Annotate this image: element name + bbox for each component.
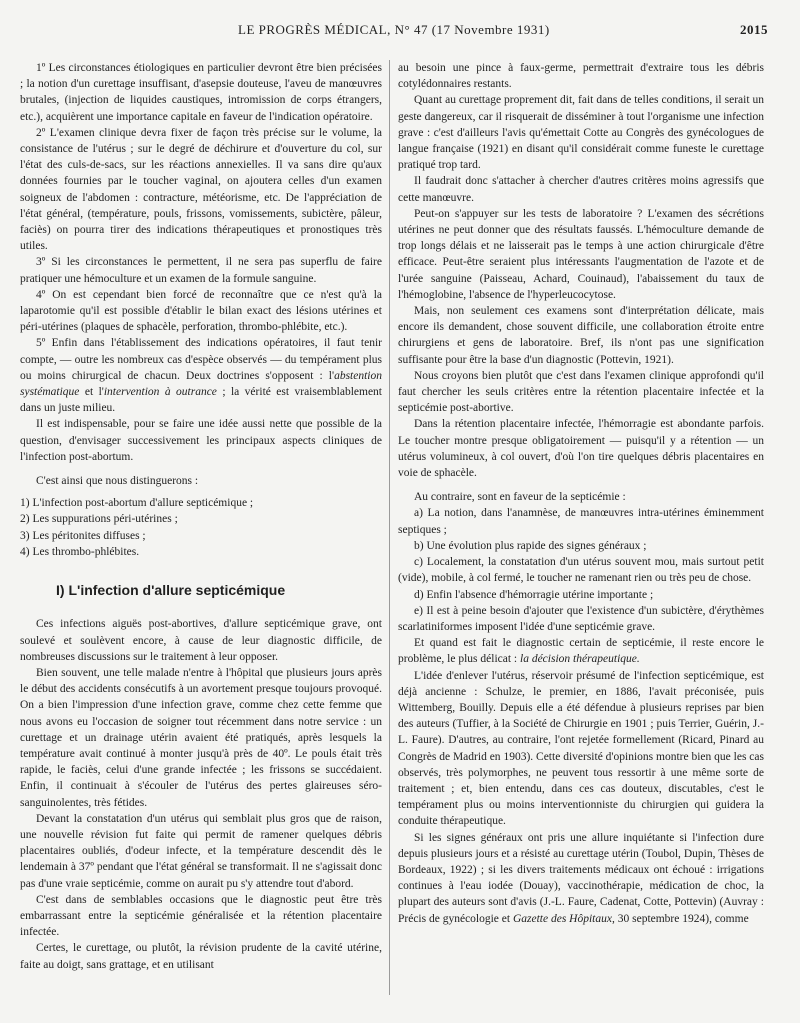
section-heading: I) L'infection d'allure septicémique xyxy=(56,582,286,599)
paragraph xyxy=(20,335,382,416)
italic-term: Gazette des Hôpitaux xyxy=(512,912,612,925)
paragraph: 2º L'examen clinique devra fixer de façon très précise sur le volume, la consistance de l'utérus ; sur le degré de déchirure et d'ouverture du col, sur l'état des culs-de-sacs, sur les réactions annexielles. Il va sans dire qu'aux données fournies par le toucher vaginal, on ajoutera celles d'un examen soigneux de l'abdomen : contracture, météorisme, etc. De l'appréciation de l'état général, (température, pouls, frissons, vomissements, subictère, pâleur, faciès) on pourra tirer des indications thérapeutiques et pronostiques très utiles. xyxy=(20,126,382,253)
running-header xyxy=(16,22,784,42)
paragraph: C'est ainsi que nous distinguerons : xyxy=(36,475,199,488)
list-item: 3) Les péritonites diffuses ; xyxy=(20,529,146,542)
italic-term: abstention systématique xyxy=(20,369,382,399)
right-column xyxy=(398,60,764,927)
paragraph: 3º Si les circonstances le permettent, il ne sera pas superflu de faire pratiquer une hémoculture et un examen de la formule sanguine. xyxy=(20,256,382,285)
paragraph: C'est dans de semblables occasions que le diagnostic peut être très embarrassant entre la septicémie généralisée et la rétention placentaire infectée. xyxy=(20,893,382,939)
classification-list xyxy=(20,495,382,560)
paragraph: Mais, non seulement ces examens sont d'interprétation délicate, mais encore ils demandent, chose souvent difficile, une collaboration étroite entre chirurgiens et gens de laboratoire. Bref, ils n'ont pas une signification suffisante pour être la base d'un diagnostic (Pottevin, 1921). xyxy=(398,305,764,366)
paragraph: Au contraire, sont en faveur de la septicémie : xyxy=(414,491,626,504)
paragraph: Ces infections aiguës post-abortives, d'allure septicémique grave, ont soulevé et soulèvent encore, à cause de leur diagnostic difficile, de nombreuses discussions sur le traitement à leur opposer. xyxy=(20,618,382,663)
text-run: et l' xyxy=(79,386,104,399)
criteria-item: d) Enfin l'absence d'hémorragie utérine importante ; xyxy=(414,588,654,601)
paragraph: Certes, le curettage, ou plutôt, la révision prudente de la cavité utérine, faite au doigt, sans grattage, et en utilisant xyxy=(20,942,382,971)
text-run: , 30 septembre 1924), comme xyxy=(611,912,749,925)
criteria-item: e) Il est à peine besoin d'ajouter que l'existence d'un subictère, d'érythèmes scarlatiniformes imposent l'idée d'une septicémie grave. xyxy=(398,604,764,633)
paragraph: Nous croyons bien plutôt que c'est dans l'examen clinique approfondi qu'il faut chercher les seuls critères entre la rétention placentaire infectée et la septicémie post-abortive. xyxy=(398,369,764,415)
paragraph: Il faudrait donc s'attacher à chercher d'autres critères moins agressifs que cette manœuvre. xyxy=(398,175,764,204)
page-number: 2015 xyxy=(740,22,768,37)
text-run: 5º Enfin dans l'établissement des indications opératoires, il faut tenir compte, — outre les nombreux cas d'espèce observés — du tempérament plus ou moins chirurgical de chacun. Deux doctrines s'opposent : l' xyxy=(20,337,382,382)
criteria-item: b) Une évolution plus rapide des signes généraux ; xyxy=(414,539,647,552)
paragraph: 1º Les circonstances étiologiques en particulier devront être bien précisées ; la notion d'un curettage insuffisant, d'asepsie douteuse, l'aveu de manœuvres brutales, (injection de liquides caustiques, intromission de corps étrangers, etc.), acquièrent une importance capitale en faveur de l'indication opératoire. xyxy=(20,62,382,123)
paragraph: L'idée d'enlever l'utérus, réservoir présumé de l'infection septicémique, est déjà ancienne : Schulze, le premier, en 1886, l'avait préconisée, puis Wittemberg, Bouilly. Depuis elle a été défendue à plusieurs reprises par bien des auteurs (Tuffier, à la Société de Chirurgie en 1901 ; puis Terrier, Guérin, J.-L. Faure). D'autres, au contraire, l'ont rejetée formellement (Ricard, Pinard au Congrès de Madrid en 1903). Cette diversité d'opinions montre bien que les cas observés, très polymorphes, ne peuvent tous ressortir à une même sorte de traitement ; et, bien entendu, dans ces cas douteux, discutables, c'est le tempérament plus ou moins interventionniste du chirurgien qui guidera la conduite thérapeutique. xyxy=(398,669,764,828)
paragraph: Peut-on s'appuyer sur les tests de laboratoire ? L'examen des sécrétions utérines ne peut donner que des résultats faussés. L'hémoculture demande de trop longs délais et ne laisserait pas le temps à une action chirurgicale d'être efficace. Peut-être seraient plus intéressants l'augmentation de l'azote et de l'urée sanguine (Paisseau, Achard, Couinaud), l'abaissement du taux de l'hémoglobine, l'absence de l'hyperleucocytose. xyxy=(398,207,764,301)
criteria-item: c) Localement, la constatation d'un utérus souvent mou, mais surtout petit (vide), mobile, à col fermé, le toucher ne ramenant rien ou très peu de chose. xyxy=(398,556,764,585)
paragraph xyxy=(398,830,764,927)
paragraph: Devant la constatation d'un utérus qui semblait plus gros que de raison, une nouvelle révision fut faite qui permit de ramener quelques débris placentaires oubliés, d'odeur infecte, et la température descendit dès le lendemain à 37º pendant que l'état général se transformait. Il ne s'agissait donc pas d'une vraie septicémie, comme on aurait pu s'y attendre tout d'abord. xyxy=(20,812,382,890)
left-column xyxy=(20,60,382,973)
column-divider xyxy=(389,60,390,995)
text-run: Si les signes généraux ont pris une allure inquiétante si l'infection dure depuis plusieurs jours et a résisté au curettage utérin (Toubol, Dupin, Thèses de Bordeaux, 1922) ; si les divers traitements médicaux ont échoué : irrigations continues à l'eau iodée (Douay), vaccinothérapie, médication de choc, la plupart des auteurs sont d'avis (J.-L. Faure, Cadenat, Cotte, Pottevin) (Auvray : Précis de gynécologie et xyxy=(398,831,764,925)
list-item: 2) Les suppurations péri-utérines ; xyxy=(20,513,178,526)
italic-term: la décision thérapeutique. xyxy=(520,653,640,666)
paragraph: 4º On est cependant bien forcé de reconnaître que ce n'est qu'à la laparotomie qu'il est possible d'établir le bilan exact des lésions utérines et péri-utérines (plaques de sphacèle, perforation, thrombo-phlébite, etc.). xyxy=(20,288,382,334)
paragraph: au besoin une pince à faux-germe, permettrait d'extraire tous les débris cotylédonnaires restants. xyxy=(398,62,764,91)
paragraph: Bien souvent, une telle malade n'entre à l'hôpital que plusieurs jours après le début des accidents consécutifs à un avortement presque toujours provoqué. On a bien l'impression d'une infection grave, comme chez cette femme que nous avons eu l'occasion de soigner tout récemment dans notre service : un curettage et un drainage utérin avaient été pratiqués, après lesquels la température avait continué à monter jusqu'à près de 40º. Le pouls était très rapide, le faciès, celui d'une grande infectée ; les frissons se succédaient. Enfin, il continuait à s'écouler de l'utérus des pertes glaireuses séro-sanguinolentes, très fétides. xyxy=(20,666,382,809)
italic-term: intervention à outrance xyxy=(103,386,217,399)
text-run: ; la vérité est vraisemblablement dans un juste milieu. xyxy=(20,386,382,415)
paragraph xyxy=(398,635,764,667)
paragraph: Quant au curettage proprement dit, fait dans de telles conditions, il serait un geste dangereux, car il risquerait de disséminer à tout l'organisme une infection grave : c'est d'ailleurs l'avis qu'émettait Cotte au Congrès des gynécologues de langue française (1921) en disant qu'il considérait comme funeste le curettage pratiqué trop tard. xyxy=(398,94,764,172)
paragraph: Il est indispensable, pour se faire une idée aussi nette que possible de la question, d'envisager successivement les principaux aspects cliniques de l'infection post-abortum. xyxy=(20,418,382,463)
text-run: Et quand est fait le diagnostic certain de septicémie, il reste encore le problème, le plus délicat : xyxy=(398,637,764,666)
list-item: 4) Les thrombo-phlébites. xyxy=(20,545,140,558)
journal-title: LE PROGRÈS MÉDICAL, N° 47 (17 Novembre 1931) xyxy=(238,22,550,37)
list-item: 1) L'infection post-abortum d'allure septicémique ; xyxy=(20,497,254,510)
criteria-item: a) La notion, dans l'anamnèse, de manœuvres intra-utérines éminemment septiques ; xyxy=(398,507,764,536)
paragraph: Dans la rétention placentaire infectée, l'hémorragie est abondante parfois. Le toucher montre presque obligatoirement — puisqu'il y a rétention — un utérus volumineux, à col ouvert, d'où l'on tire quelques débris placentaires en voie de sphacèle. xyxy=(398,418,764,480)
